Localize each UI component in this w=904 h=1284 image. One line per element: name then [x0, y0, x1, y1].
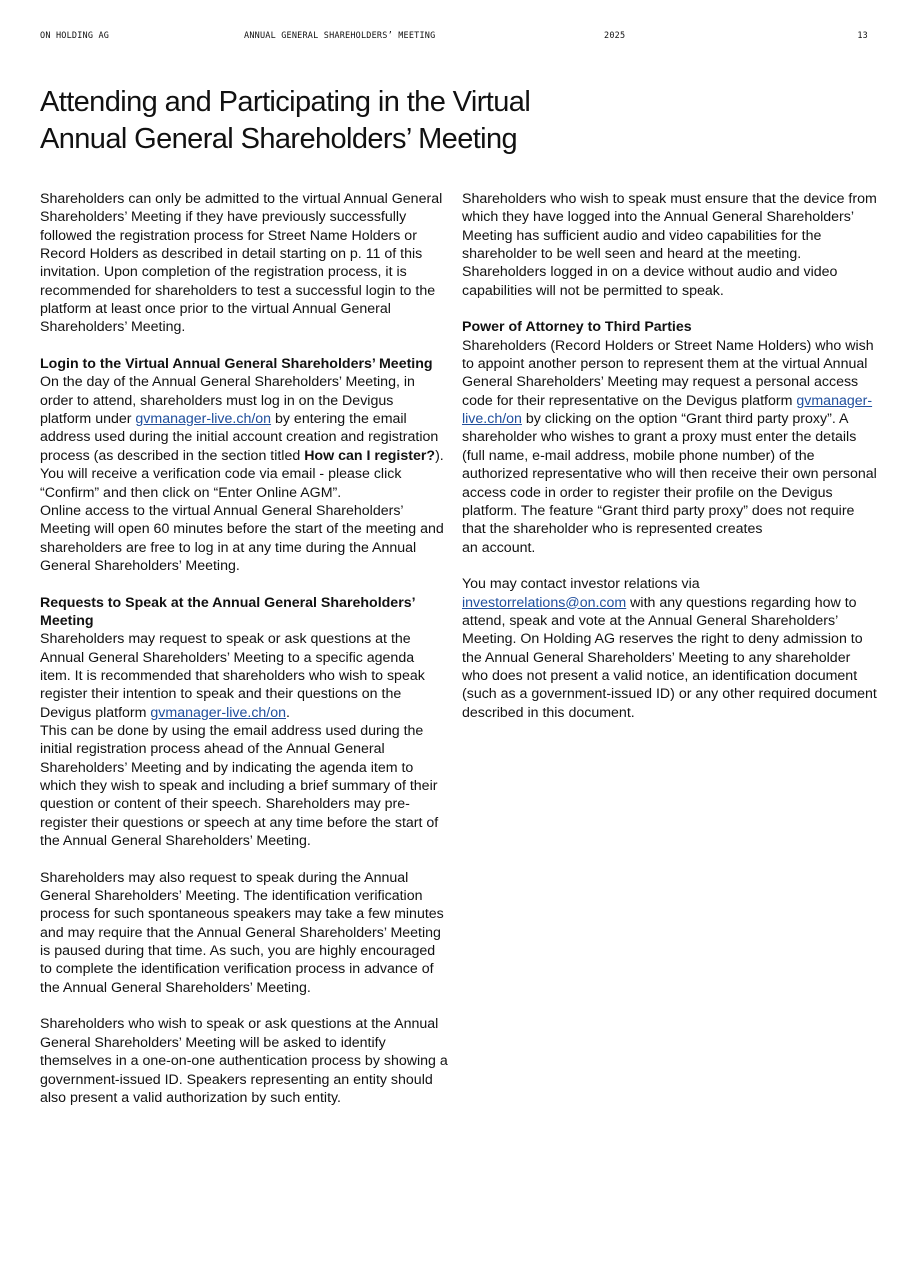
requests-text-b: . [286, 704, 290, 721]
page-title-line-2: Annual General Shareholders’ Meeting [40, 123, 518, 155]
requests-paragraph-4: Shareholders who wish to speak or ask questions at the Annual General Shareholders’ Meeting will be asked to identify themselves in a one-on-one authentication process by showing a government-issued ID. Speakers representing an entity should also present a valid authorization by such entity. [40, 1016, 448, 1106]
login-paragraph-1 [40, 373, 448, 501]
page-header [40, 31, 868, 43]
page-title [40, 84, 660, 158]
header-year: 2025 [604, 31, 626, 41]
contact-paragraph [462, 575, 880, 722]
intro-paragraph: Shareholders can only be admitted to the virtual Annual General Shareholders’ Meeting if they have previously successfully followed the registration process for Street Name Holders or Record Holders as described in detail starting on p. 11 of this invitation. Upon completion of the registration process, it is recommended for shareholders to test a successful login to the platform at least once prior to the virtual Annual General Shareholders’ Meeting. [40, 191, 443, 336]
requests-heading: Requests to Speak at the Annual General Shareholders’ Meeting [40, 594, 415, 629]
header-meeting: ANNUAL GENERAL SHAREHOLDERS’ MEETING [244, 31, 436, 41]
requests-text-a: Shareholders may request to speak or ask questions at the Annual General Shareholders’ Meeting to a specific agenda item. It is recommended that shareholders who wish to speak register their intention to speak and their questions on the Devigus platform [40, 631, 425, 721]
devigus-platform-link[interactable]: gvmanager-live.ch/on [150, 704, 287, 721]
login-text-a: On the day of the Annual General Shareholders’ Meeting, in order to attend, shareholders must log in on the Devigus platform under [40, 374, 415, 428]
poa-text-c: an account. [462, 539, 536, 556]
right-column [462, 190, 880, 722]
requests-paragraph-1 [40, 630, 448, 722]
header-page-number: 13 [857, 31, 868, 41]
requests-paragraph-2: This can be done by using the email address used during the initial registration process ahead of the Annual General Shareholders’ Meeting and by indicating the agenda item to which they wish to speak and including a brief summary of their question or content of their speech. Shareholders may pre-register their questions or speech at any time before the start of the Annual General Shareholders’ Meeting. [40, 722, 439, 850]
investor-relations-email-link[interactable]: investorrelations@on.com [462, 594, 627, 611]
header-company: ON HOLDING AG [40, 31, 110, 41]
poa-text-a: Shareholders (Record Holders or Street Name Holders) who wish to appoint another person to represent them at the virtual Annual General Shareholders’ Meeting may request a personal access code for their representative on the Devigus platform [462, 337, 874, 409]
power-of-attorney-paragraph [462, 337, 880, 557]
audio-video-paragraph: Shareholders who wish to speak must ensure that the device from which they have logged into the Annual General Shareholders’ Meeting has sufficient audio and video capabilities for the shareholder to be well seen and heard at the meeting. Shareholders logged in on a device without audio and video capabilities will not be permitted to speak. [462, 191, 877, 299]
devigus-platform-link[interactable]: gvmanager-live.ch/on [462, 392, 873, 428]
login-text-b: by entering the email address used during the initial account creation and registration process (as described in the section titled [40, 411, 439, 464]
login-paragraph-2: Online access to the virtual Annual General Shareholders’ Meeting will open 60 minutes before the start of the meeting and shareholders are free to log in at any time during the Annual General Shareholders’ Meeting. [40, 502, 444, 574]
poa-text-b: by clicking on the option “Grant third party proxy”. A shareholder who wishes to grant a proxy must enter the details (full name, e-mail address, mobile phone number) of the authorized representative who will then receive their own personal access code in order to register their profile on the Devigus platform. The feature “Grant third party proxy” does not require that the shareholder who is represented creates [462, 411, 877, 538]
left-column [40, 190, 448, 1107]
contact-text-a: You may contact investor relations via [462, 576, 700, 593]
devigus-platform-link[interactable]: gvmanager-live.ch/on [135, 411, 272, 428]
page-title-line-1: Attending and Participating in the Virtual [40, 86, 531, 118]
requests-paragraph-3: Shareholders may also request to speak during the Annual General Shareholders’ Meeting. The identification verification process for such spontaneous speakers may take a few minutes and may require that the Annual General Shareholders’ Meeting is paused during that time. As such, you are highly encouraged to complete the identification verification process in advance of the Annual General Shareholders’ Meeting. [40, 869, 444, 996]
contact-text-b: with any questions regarding how to attend, speak and vote at the Annual General Shareholders’ Meeting. On Holding AG reserves the right to deny admission to the Annual General Shareholders’ Meeting to any shareholder who does not present a valid notice, an identification document (such as a government-issued ID) or any other required document described in this document. [462, 594, 877, 721]
how-can-i-register-reference: How can I register? [304, 447, 436, 464]
login-text-c: ). You will receive a verification code via email - please click “Confirm” and then click on “Enter Online AGM”. [40, 447, 444, 501]
login-heading: Login to the Virtual Annual General Shareholders’ Meeting [40, 356, 433, 373]
power-of-attorney-heading: Power of Attorney to Third Parties [462, 319, 692, 336]
